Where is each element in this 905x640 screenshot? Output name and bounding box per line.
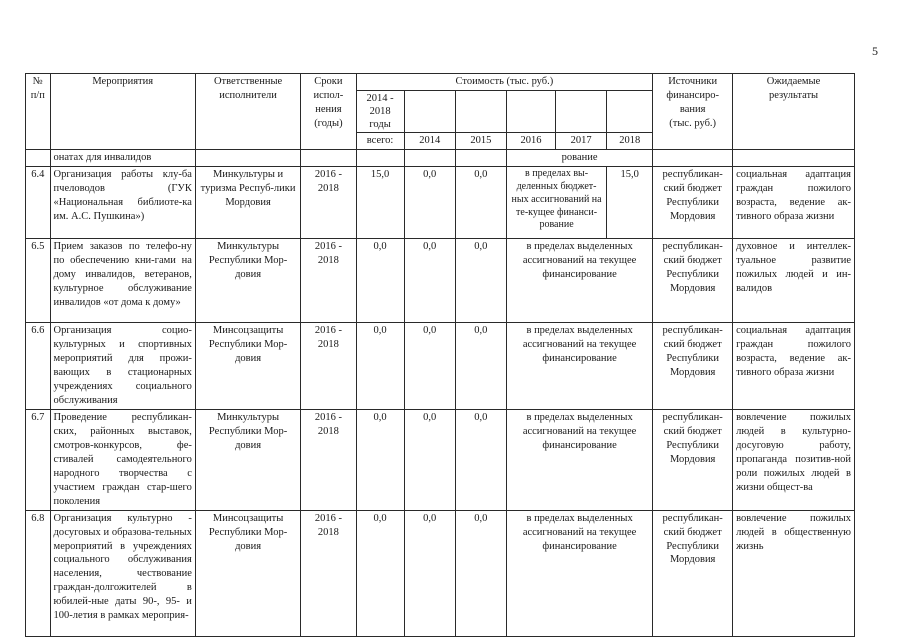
activities-table (25, 73, 855, 637)
header-activity: Мероприятия (50, 74, 195, 150)
row-result: духовное и интеллек-туальное развитие пожилых людей и ин-валидов (733, 239, 855, 323)
header-terms: Сроки испол- нения (годы) (301, 74, 356, 150)
row-result: социальная адаптация граждан пожилого возраста, ведение ак-тивного образа жизни (733, 323, 855, 410)
header-year: 2017 (556, 133, 607, 150)
continuation-cell (356, 150, 404, 167)
header-num: № п/п (26, 74, 51, 150)
row-number: 6.5 (26, 239, 51, 323)
table-row (26, 167, 855, 239)
row-2014: 0,0 (404, 167, 455, 239)
header-blank-cell (607, 90, 653, 132)
continuation-cell (26, 150, 51, 167)
header-total: всего: (356, 133, 404, 150)
continuation-cell (733, 150, 855, 167)
row-number: 6.8 (26, 510, 51, 636)
row-source: республикан-ский бюджет Республики Мордовия (653, 167, 733, 239)
table-row (26, 323, 855, 410)
header-year: 2018 (607, 133, 653, 150)
row-responsible: Минкультуры Республики Мор-довия (195, 239, 300, 323)
row-terms: 2016 - 2018 (301, 323, 356, 410)
row-funding: в пределах выделенных ассигнований на текущее финансирование (506, 323, 652, 410)
header-period-total: 2014 - 2018 годы (356, 90, 404, 132)
row-responsible: Минсоцзащиты Республики Мор-довия (195, 323, 300, 410)
row-total: 0,0 (356, 323, 404, 410)
row-activity: Проведение республикан-ских, районных выставок, смотров-конкурсов, фе-стивалей самодеятельного народного творчества с участием граждан стар-шего поколения (50, 409, 195, 510)
row-2014: 0,0 (404, 510, 455, 636)
row-funding: в пределах выделенных ассигнований на текущее финансирование (506, 510, 652, 636)
row-funding: в пределах вы-деленных бюджет-ных ассигнований на те-кущее финанси-рование (506, 167, 606, 239)
row-source: республикан-ский бюджет Республики Мордовия (653, 409, 733, 510)
table-row (26, 409, 855, 510)
continuation-cell (301, 150, 356, 167)
row-number: 6.6 (26, 323, 51, 410)
table-row (26, 239, 855, 323)
row-number: 6.4 (26, 167, 51, 239)
row-source: республикан-ский бюджет Республики Мордовия (653, 239, 733, 323)
row-2014: 0,0 (404, 239, 455, 323)
continuation-cell (195, 150, 300, 167)
continuation-cell (455, 150, 506, 167)
row-responsible: Минкультуры и туризма Респуб-лики Мордовия (195, 167, 300, 239)
row-activity: Организация социо-культурных и спортивных мероприятий для прожи-вающих в стационарных учреждениях социального обслуживания (50, 323, 195, 410)
header-blank-cell (556, 90, 607, 132)
table-row (26, 510, 855, 636)
row-2015: 0,0 (455, 167, 506, 239)
row-terms: 2016 - 2018 (301, 167, 356, 239)
header-responsible: Ответственные исполнители (195, 74, 300, 150)
continuation-row (26, 150, 855, 167)
header-cost: Стоимость (тыс. руб.) (356, 74, 653, 91)
row-source: республикан-ский бюджет Республики Мордовия (653, 323, 733, 410)
continuation-cell (404, 150, 455, 167)
row-result: вовлечение пожилых людей в общественную жизнь (733, 510, 855, 636)
row-2014: 0,0 (404, 409, 455, 510)
header-blank-cell (455, 90, 506, 132)
row-terms: 2016 - 2018 (301, 239, 356, 323)
header-results: Ожидаемые результаты (733, 74, 855, 150)
row-total: 0,0 (356, 409, 404, 510)
header-year: 2014 (404, 133, 455, 150)
row-2015: 0,0 (455, 323, 506, 410)
row-activity: Прием заказов по телефо-ну по обеспечению кни-гами на дому инвалидов, ветеранов, культурное обслуживание инвалидов «от дома к дому» (50, 239, 195, 323)
row-2018: 15,0 (607, 167, 653, 239)
row-2015: 0,0 (455, 239, 506, 323)
header-row-1 (26, 74, 855, 91)
row-responsible: Минкультуры Республики Мор-довия (195, 409, 300, 510)
row-funding: в пределах выделенных ассигнований на текущее финансирование (506, 239, 652, 323)
header-sources: Источники финансиро- вания (тыс. руб.) (653, 74, 733, 150)
continuation-cell (653, 150, 733, 167)
row-2015: 0,0 (455, 510, 506, 636)
row-terms: 2016 - 2018 (301, 409, 356, 510)
row-2014: 0,0 (404, 323, 455, 410)
row-responsible: Минсоцзащиты Республики Мор-довия (195, 510, 300, 636)
row-result: социальная адаптация граждан пожилого возраста, ведение ак-тивного образа жизни (733, 167, 855, 239)
continuation-activity: онатах для инвалидов (50, 150, 195, 167)
header-blank-cell (506, 90, 555, 132)
row-activity: Организация работы клу-ба пчеловодов (ГУК «Национальная библиоте-ка им. А.С. Пушкина») (50, 167, 195, 239)
row-total: 0,0 (356, 510, 404, 636)
row-2015: 0,0 (455, 409, 506, 510)
row-total: 0,0 (356, 239, 404, 323)
row-number: 6.7 (26, 409, 51, 510)
row-funding: в пределах выделенных ассигнований на текущее финансирование (506, 409, 652, 510)
continuation-funding: рование (506, 150, 652, 167)
row-source: республикан-ский бюджет Республики Мордовия (653, 510, 733, 636)
row-terms: 2016 - 2018 (301, 510, 356, 636)
row-activity: Организация культурно - досуговых и образова-тельных мероприятий в учреждениях социального обслуживания населения, чествование граждан-долгожителей в юбилей-ные даты 90-, 95- и 100-летия в рамках мероприя- (50, 510, 195, 636)
row-total: 15,0 (356, 167, 404, 239)
header-year: 2016 (506, 133, 555, 150)
header-year: 2015 (455, 133, 506, 150)
header-blank-cell (404, 90, 455, 132)
page-number: 5 (872, 44, 878, 58)
row-result: вовлечение пожилых людей в культурно-досуговую работу, пропаганда позитив-ной роли пожилых людей в жизни общест-ва (733, 409, 855, 510)
